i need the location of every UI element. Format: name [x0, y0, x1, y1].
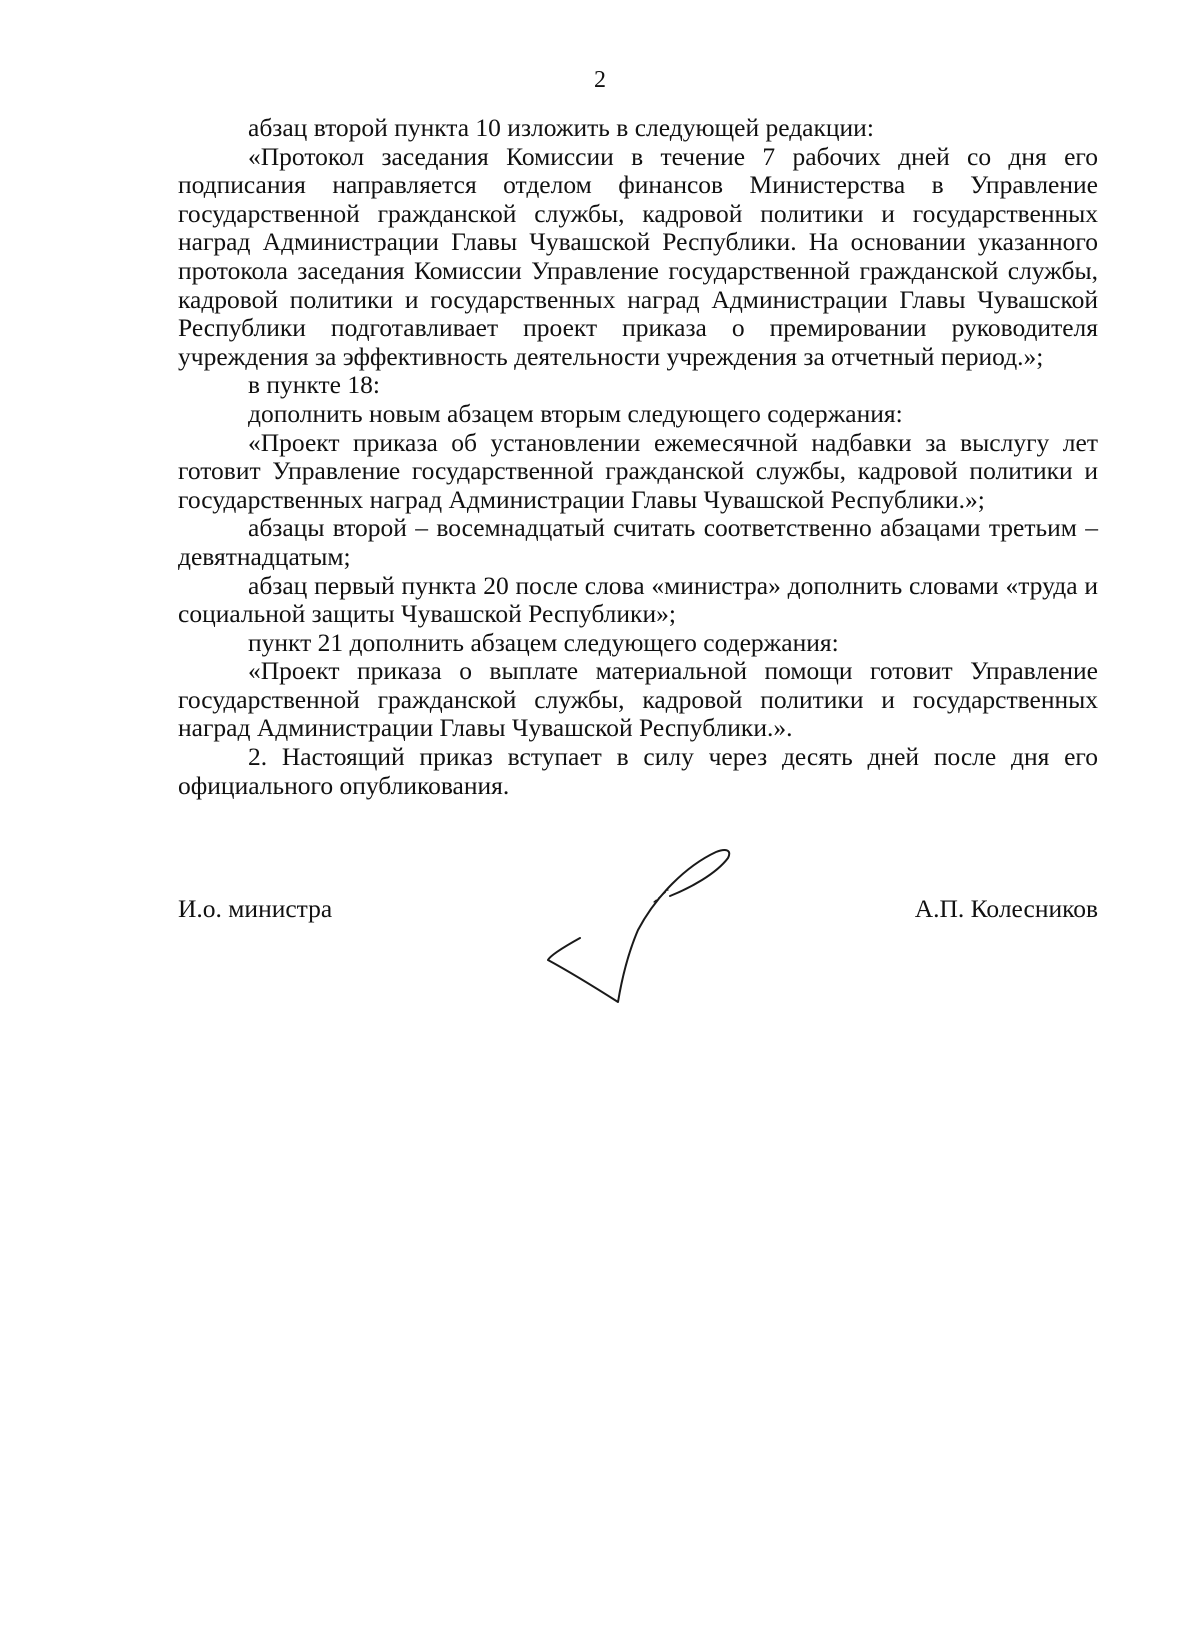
paragraph: «Проект приказа о выплате материальной помощи готовит Управление государственной гражданской службы, кадровой политики и государственных наград Администрации Главы Чувашской Республики.».: [178, 656, 1098, 743]
paragraph: 2. Настоящий приказ вступает в силу через десять дней после дня его официального опубликования.: [178, 742, 1098, 800]
paragraph: абзац второй пункта 10 изложить в следующей редакции:: [248, 113, 874, 142]
signer-name: А.П. Колесников: [914, 894, 1098, 923]
paragraph: пункт 21 дополнить абзацем следующего содержания:: [248, 627, 839, 657]
document-body: [178, 114, 1098, 800]
paragraph: «Протокол заседания Комиссии в течение 7 рабочих дней со дня его подписания направляется отделом финансов Министерства в Управление государственной гражданской службы, кадровой политики и государственных наград Администрации Главы Чувашской Республики. На основании указанного протокола заседания Комиссии Управление государственной гражданской службы, кадровой политики и государственных наград Администрации Главы Чувашской Республики подготавливает проект приказа о премировании руководителя учреждения за эффективность деятельности учреждения за отчетный период.»;: [178, 141, 1098, 371]
paragraph: абзацы второй – восемнадцатый считать соответственно абзацами третьим – девятнадцатым;: [178, 513, 1098, 571]
paragraph: абзац первый пункта 20 после слова «министра» дополнить словами «труда и социальной защиты Чувашской Республики»;: [178, 570, 1098, 629]
paragraph: дополнить новым абзацем вторым следующего содержания:: [248, 398, 903, 428]
handwritten-signature: [540, 840, 750, 1010]
paragraph: в пункте 18:: [248, 370, 380, 400]
position-title: И.о. министра: [178, 894, 333, 923]
paragraph: «Проект приказа об установлении ежемесячной надбавки за выслугу лет готовит Управление государственной гражданской службы, кадровой политики и государственных наград Администрации Главы Чувашской Республики.»;: [178, 427, 1098, 514]
page-number: 2: [594, 67, 606, 93]
